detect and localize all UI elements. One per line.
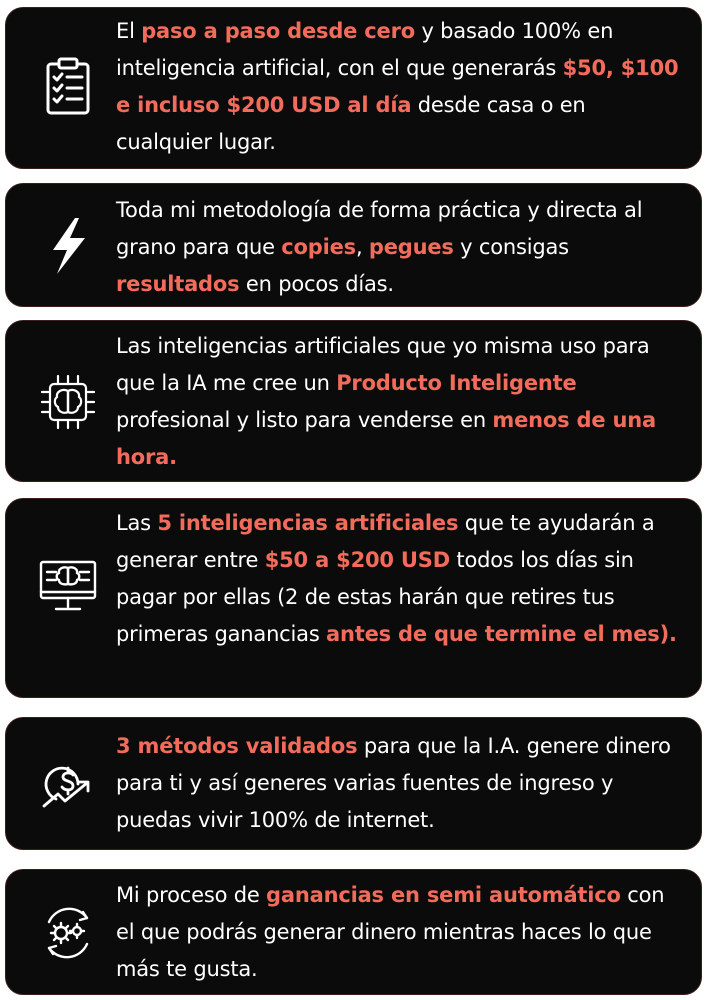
benefit-text <box>116 877 687 988</box>
highlight-text: Producto Inteligente <box>336 371 577 395</box>
highlight-text: $50 a $200 USD <box>264 548 450 572</box>
checklist-clipboard-icon <box>36 54 100 118</box>
benefit-card <box>5 320 702 482</box>
gears-automation-icon <box>36 901 100 965</box>
body-text: Toda mi metodología de forma práctica y directa al grano para que <box>116 198 643 259</box>
benefit-card <box>5 717 702 850</box>
highlight-text: ganancias en semi automático <box>266 883 621 907</box>
body-text: y basado 100% en inteligencia artificial, con el que generarás <box>116 19 614 80</box>
highlight-text: 5 inteligencias artificiales <box>157 511 459 535</box>
highlight-text: menos de una hora. <box>116 408 656 469</box>
benefit-card <box>5 498 702 698</box>
body-text: Las inteligencias artificiales que yo misma uso para que la IA me cree un <box>116 334 650 395</box>
highlight-text: copies <box>281 235 356 259</box>
body-text: que te ayudarán a generar entre <box>116 511 655 572</box>
money-growth-icon <box>36 752 100 816</box>
highlight-text: 3 métodos validados <box>116 734 358 758</box>
lightning-bolt-icon <box>36 214 100 278</box>
body-text: en pocos días. <box>239 272 394 296</box>
body-text: con el que podrás generar dinero mientras haces lo que más te gusta. <box>116 883 665 981</box>
body-text: todos los días sin pagar por ellas (2 de estas harán que retires tus primeras ganancias <box>116 548 634 646</box>
body-text: , <box>355 235 369 259</box>
body-text: Mi proceso de <box>116 883 267 907</box>
ai-brain-chip-icon <box>36 370 100 434</box>
highlight-text: paso a paso desde cero <box>141 19 415 43</box>
highlight-text: $50, $100 e incluso $200 USD al día <box>116 56 679 117</box>
benefit-text <box>116 728 687 839</box>
body-text: desde casa o en cualquier lugar. <box>116 93 586 154</box>
highlight-text: resultados <box>116 272 240 296</box>
body-text: Las <box>116 511 158 535</box>
body-text: y consigas <box>453 235 569 259</box>
highlight-text: pegues <box>368 235 454 259</box>
highlight-text: antes de que termine el mes). <box>326 622 677 646</box>
benefit-card <box>5 7 702 169</box>
benefit-text <box>116 505 687 653</box>
benefit-text <box>116 13 687 161</box>
body-text: para que la I.A. genere dinero para ti y así generes varias fuentes de ingreso y puedas vivir 100% de internet. <box>116 734 671 832</box>
benefit-card <box>5 869 702 995</box>
body-text: profesional y listo para venderse en <box>116 408 493 432</box>
body-text: El <box>116 19 142 43</box>
ai-monitor-icon <box>36 555 100 619</box>
benefit-text <box>116 192 687 303</box>
benefit-card <box>5 183 702 307</box>
benefit-text <box>116 328 687 476</box>
